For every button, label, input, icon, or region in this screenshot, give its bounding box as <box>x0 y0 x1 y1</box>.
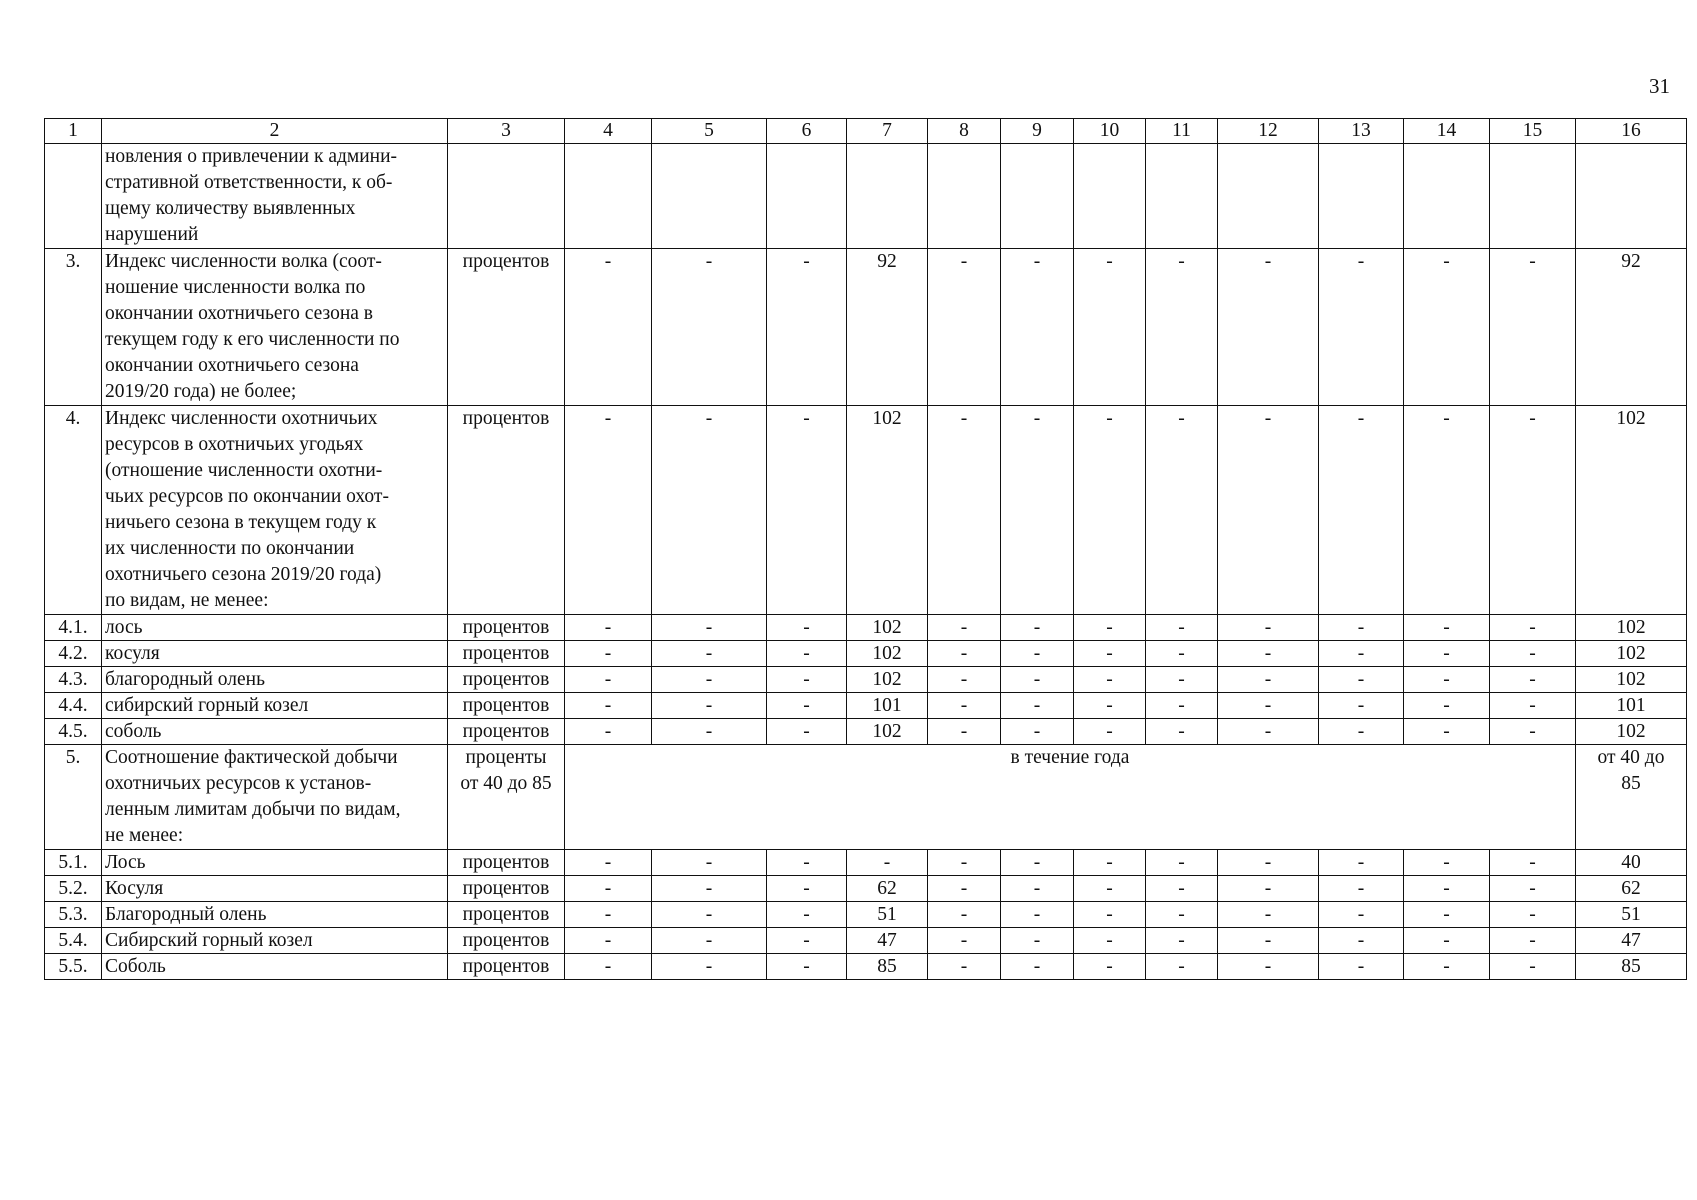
period-value: - <box>1146 876 1218 902</box>
period-value: - <box>1146 954 1218 980</box>
unit-of-measure: процентов <box>448 850 565 876</box>
period-value: - <box>565 928 652 954</box>
period-value: - <box>767 615 847 641</box>
period-value: - <box>1319 249 1404 406</box>
period-value: - <box>847 850 928 876</box>
period-value: - <box>1001 850 1074 876</box>
unit-of-measure: процентов <box>448 615 565 641</box>
indicator-name: Благородный олень <box>102 902 448 928</box>
page-number: 31 <box>1649 74 1670 98</box>
period-value: - <box>652 667 767 693</box>
indicator-name: лось <box>102 615 448 641</box>
total-value: 40 <box>1576 850 1687 876</box>
row-number: 5.5. <box>45 954 102 980</box>
column-number-header: 16 <box>1576 119 1687 144</box>
period-value: - <box>1001 928 1074 954</box>
column-number-header: 5 <box>652 119 767 144</box>
indicator-name: Косуля <box>102 876 448 902</box>
period-value: - <box>1001 406 1074 615</box>
period-value: - <box>1490 902 1576 928</box>
column-number-header: 13 <box>1319 119 1404 144</box>
period-value: - <box>1490 719 1576 745</box>
table-row <box>45 249 1687 406</box>
period-value: - <box>1001 641 1074 667</box>
period-value: - <box>1218 615 1319 641</box>
table-row <box>45 954 1687 980</box>
total-value <box>1576 144 1687 249</box>
period-value: 47 <box>847 928 928 954</box>
column-number-header: 8 <box>928 119 1001 144</box>
period-value: 102 <box>847 667 928 693</box>
table-row <box>45 876 1687 902</box>
unit-of-measure: процентов <box>448 406 565 615</box>
unit-of-measure: процентов <box>448 719 565 745</box>
period-value: - <box>1074 902 1146 928</box>
row-number <box>45 144 102 249</box>
period-value: - <box>652 249 767 406</box>
period-value: - <box>565 850 652 876</box>
period-value: - <box>767 902 847 928</box>
row-number: 4.3. <box>45 667 102 693</box>
table-row <box>45 615 1687 641</box>
period-value <box>1404 144 1490 249</box>
row-number: 4. <box>45 406 102 615</box>
period-value: - <box>1319 954 1404 980</box>
column-number-header: 1 <box>45 119 102 144</box>
total-value: 51 <box>1576 902 1687 928</box>
period-value: - <box>1404 876 1490 902</box>
period-value: - <box>767 954 847 980</box>
column-number-header: 14 <box>1404 119 1490 144</box>
period-value: - <box>1319 928 1404 954</box>
table-row <box>45 693 1687 719</box>
period-value: - <box>1490 615 1576 641</box>
period-value <box>1319 144 1404 249</box>
period-value: - <box>767 406 847 615</box>
period-value: - <box>1319 719 1404 745</box>
period-value: - <box>1074 667 1146 693</box>
period-value: - <box>928 406 1001 615</box>
period-value: - <box>1404 850 1490 876</box>
period-value: - <box>1404 954 1490 980</box>
period-value: - <box>1074 641 1146 667</box>
period-value: - <box>652 615 767 641</box>
period-value: - <box>1404 249 1490 406</box>
column-number-header: 9 <box>1001 119 1074 144</box>
period-value: - <box>1001 876 1074 902</box>
total-value: 102 <box>1576 719 1687 745</box>
period-value: - <box>1218 667 1319 693</box>
indicator-name: сибирский горный козел <box>102 693 448 719</box>
table-row <box>45 719 1687 745</box>
period-value: - <box>1319 406 1404 615</box>
period-value: - <box>565 954 652 980</box>
unit-of-measure <box>448 144 565 249</box>
unit-of-measure: процентов <box>448 902 565 928</box>
period-value: - <box>1404 693 1490 719</box>
row-number: 4.4. <box>45 693 102 719</box>
period-value: - <box>565 249 652 406</box>
row-number: 4.5. <box>45 719 102 745</box>
total-value: 102 <box>1576 406 1687 615</box>
period-value: - <box>767 719 847 745</box>
period-value: - <box>1074 693 1146 719</box>
period-value: - <box>767 928 847 954</box>
unit-of-measure: процентов <box>448 928 565 954</box>
period-value <box>1074 144 1146 249</box>
row-number: 3. <box>45 249 102 406</box>
period-value: - <box>1001 249 1074 406</box>
period-value: 101 <box>847 693 928 719</box>
indicator-name: новления о привлечении к админи- стративной ответственности, к об- щему количеству выявленных нарушений <box>102 144 448 249</box>
period-value: - <box>1319 667 1404 693</box>
indicator-name: благородный олень <box>102 667 448 693</box>
period-value: 92 <box>847 249 928 406</box>
table-row <box>45 144 1687 249</box>
period-value: - <box>652 641 767 667</box>
period-value: - <box>767 249 847 406</box>
period-value: - <box>1319 850 1404 876</box>
period-value: - <box>1218 902 1319 928</box>
table-row <box>45 641 1687 667</box>
period-value: 102 <box>847 719 928 745</box>
period-value <box>767 144 847 249</box>
table-body <box>45 119 1687 980</box>
period-value: - <box>767 876 847 902</box>
column-number-header: 3 <box>448 119 565 144</box>
period-value: - <box>1404 641 1490 667</box>
period-value: - <box>565 902 652 928</box>
unit-of-measure: процентов <box>448 249 565 406</box>
period-value: - <box>565 719 652 745</box>
column-number-header: 7 <box>847 119 928 144</box>
column-number-header: 2 <box>102 119 448 144</box>
period-value: - <box>1146 693 1218 719</box>
period-value: - <box>1146 615 1218 641</box>
period-value: - <box>928 615 1001 641</box>
period-value: - <box>1218 249 1319 406</box>
period-value: 51 <box>847 902 928 928</box>
column-number-header: 10 <box>1074 119 1146 144</box>
period-value: - <box>1490 667 1576 693</box>
period-value: - <box>1074 876 1146 902</box>
period-value: - <box>928 667 1001 693</box>
period-value: - <box>1404 406 1490 615</box>
period-value: - <box>1490 928 1576 954</box>
period-value: - <box>1404 667 1490 693</box>
table-row <box>45 928 1687 954</box>
period-value: - <box>1490 249 1576 406</box>
period-value: - <box>928 249 1001 406</box>
column-number-header: 12 <box>1218 119 1319 144</box>
indicator-name: Индекс численности волка (соот- ношение численности волка по окончании охотничьего сезона в текущем году к его численности по окончании охотничьего сезона 2019/20 года) не более; <box>102 249 448 406</box>
period-value: 102 <box>847 615 928 641</box>
total-value: 92 <box>1576 249 1687 406</box>
period-value: - <box>1319 693 1404 719</box>
period-value: 102 <box>847 641 928 667</box>
period-value: - <box>1218 641 1319 667</box>
period-value: - <box>928 902 1001 928</box>
period-value <box>565 144 652 249</box>
period-value: - <box>1218 928 1319 954</box>
period-value: - <box>1146 902 1218 928</box>
indicator-name: Соотношение фактической добычи охотничьих ресурсов к установ- ленным лимитам добычи по видам, не менее: <box>102 745 448 850</box>
row-number: 5.2. <box>45 876 102 902</box>
indicator-name: Сибирский горный козел <box>102 928 448 954</box>
period-value: - <box>1074 850 1146 876</box>
period-value: - <box>1218 406 1319 615</box>
period-value: - <box>565 693 652 719</box>
period-value: - <box>565 615 652 641</box>
period-value: - <box>1218 850 1319 876</box>
period-value: - <box>1404 719 1490 745</box>
period-value: - <box>1001 719 1074 745</box>
period-value: - <box>1218 876 1319 902</box>
period-value: - <box>1490 693 1576 719</box>
period-value: - <box>652 902 767 928</box>
period-value: - <box>652 928 767 954</box>
period-value: - <box>1001 954 1074 980</box>
total-value: 47 <box>1576 928 1687 954</box>
period-value: - <box>652 693 767 719</box>
period-note: в течение года <box>565 745 1576 850</box>
table-row <box>45 745 1687 850</box>
column-number-header: 6 <box>767 119 847 144</box>
period-value: - <box>928 693 1001 719</box>
column-number-header: 11 <box>1146 119 1218 144</box>
period-value: - <box>928 928 1001 954</box>
period-value: - <box>1001 902 1074 928</box>
period-value: - <box>1218 954 1319 980</box>
period-value <box>1490 144 1576 249</box>
indicator-name: Индекс численности охотничьих ресурсов в охотничьих угодьях (отношение численности охотни- чьих ресурсов по окончании охот- ничьего сезона в текущем году к их численности по окончании охотничьего сезона 2019/20 года) по видам, не менее: <box>102 406 448 615</box>
indicator-name: соболь <box>102 719 448 745</box>
table-row <box>45 902 1687 928</box>
period-value: - <box>1490 641 1576 667</box>
period-value: - <box>1490 876 1576 902</box>
period-value: - <box>928 876 1001 902</box>
column-number-row <box>45 119 1687 144</box>
period-value: - <box>1074 615 1146 641</box>
period-value: - <box>1319 641 1404 667</box>
period-value: - <box>1319 615 1404 641</box>
period-value: - <box>1319 902 1404 928</box>
period-value: - <box>1404 928 1490 954</box>
period-value: - <box>767 667 847 693</box>
indicator-name: косуля <box>102 641 448 667</box>
period-value: - <box>1001 693 1074 719</box>
period-value: - <box>1074 719 1146 745</box>
period-value: - <box>928 954 1001 980</box>
period-value: - <box>767 850 847 876</box>
period-value: - <box>1490 850 1576 876</box>
period-value: - <box>652 406 767 615</box>
period-value: - <box>928 719 1001 745</box>
period-value: 62 <box>847 876 928 902</box>
unit-of-measure: процентов <box>448 641 565 667</box>
period-value <box>928 144 1001 249</box>
period-value: - <box>928 850 1001 876</box>
period-value: - <box>1146 406 1218 615</box>
period-value: - <box>565 406 652 615</box>
total-value: 62 <box>1576 876 1687 902</box>
period-value: - <box>767 641 847 667</box>
row-number: 4.1. <box>45 615 102 641</box>
period-value <box>1218 144 1319 249</box>
row-number: 5.4. <box>45 928 102 954</box>
unit-of-measure: процентов <box>448 667 565 693</box>
total-value: 85 <box>1576 954 1687 980</box>
row-number: 4.2. <box>45 641 102 667</box>
table-row <box>45 667 1687 693</box>
period-value: - <box>1218 719 1319 745</box>
table-row <box>45 850 1687 876</box>
table-row <box>45 406 1687 615</box>
column-number-header: 4 <box>565 119 652 144</box>
period-value: - <box>767 693 847 719</box>
period-value: 102 <box>847 406 928 615</box>
period-value: - <box>1074 928 1146 954</box>
period-value <box>652 144 767 249</box>
period-value: - <box>1146 928 1218 954</box>
period-value: - <box>1319 876 1404 902</box>
period-value: - <box>1218 693 1319 719</box>
row-number: 5.3. <box>45 902 102 928</box>
period-value: - <box>1146 719 1218 745</box>
total-value: 102 <box>1576 615 1687 641</box>
column-number-header: 15 <box>1490 119 1576 144</box>
period-value: - <box>1146 249 1218 406</box>
period-value <box>1001 144 1074 249</box>
indicator-name: Соболь <box>102 954 448 980</box>
total-value: 101 <box>1576 693 1687 719</box>
period-value: - <box>565 641 652 667</box>
period-value: - <box>565 667 652 693</box>
period-value: - <box>565 876 652 902</box>
unit-of-measure: процентов <box>448 693 565 719</box>
period-value: - <box>652 719 767 745</box>
period-value: - <box>1490 954 1576 980</box>
period-value: - <box>1404 902 1490 928</box>
period-value: - <box>1146 850 1218 876</box>
total-value: 102 <box>1576 667 1687 693</box>
period-value: - <box>1490 406 1576 615</box>
row-number: 5. <box>45 745 102 850</box>
period-value: - <box>1001 667 1074 693</box>
period-value <box>1146 144 1218 249</box>
period-value: - <box>1146 667 1218 693</box>
period-value: - <box>652 954 767 980</box>
unit-of-measure: процентов <box>448 876 565 902</box>
period-value: - <box>652 850 767 876</box>
period-value: - <box>1074 249 1146 406</box>
period-value: 85 <box>847 954 928 980</box>
total-value: 102 <box>1576 641 1687 667</box>
period-value: - <box>1404 615 1490 641</box>
period-value: - <box>652 876 767 902</box>
period-value <box>847 144 928 249</box>
period-value: - <box>1074 954 1146 980</box>
unit-of-measure: проценты от 40 до 85 <box>448 745 565 850</box>
row-number: 5.1. <box>45 850 102 876</box>
indicator-name: Лось <box>102 850 448 876</box>
indicators-table <box>44 118 1687 980</box>
period-value: - <box>928 641 1001 667</box>
total-value: от 40 до 85 <box>1576 745 1687 850</box>
unit-of-measure: процентов <box>448 954 565 980</box>
period-value: - <box>1146 641 1218 667</box>
period-value: - <box>1001 615 1074 641</box>
period-value: - <box>1074 406 1146 615</box>
